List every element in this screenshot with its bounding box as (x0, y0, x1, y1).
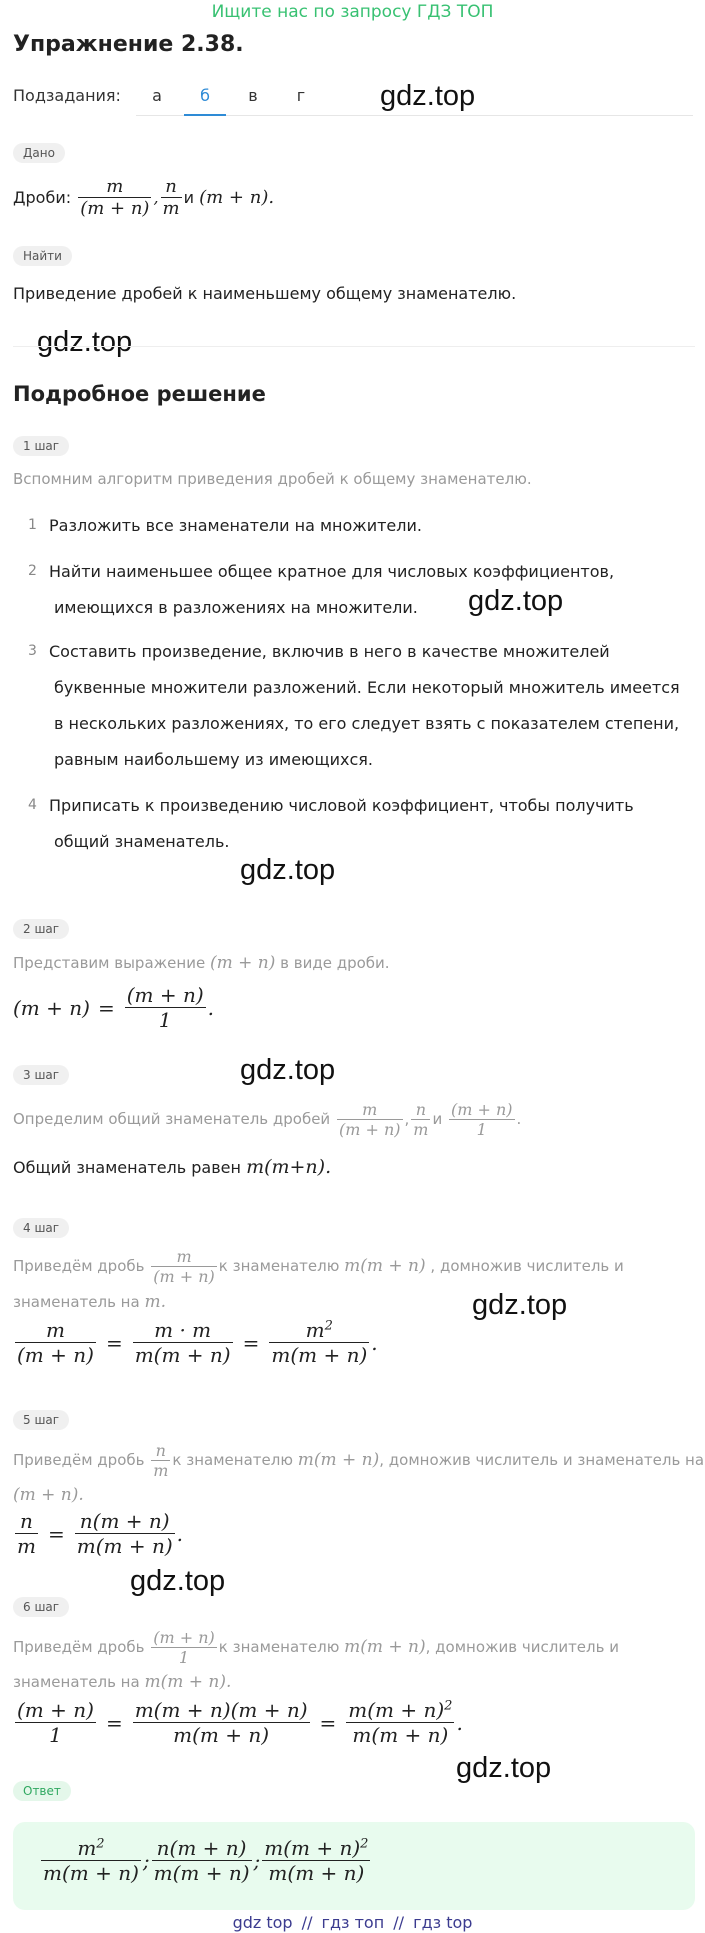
algo-line: общий знаменатель. (54, 832, 230, 851)
given-text: Дроби: m (m + n) , n m и (m + n). (13, 175, 275, 219)
watermark: gdz.top (240, 1054, 336, 1086)
step5-intro: Приведём дробь n m к знаменателю m(m + n) , домножив числитель и знаменатель на (13, 1440, 705, 1480)
footer-separator: // (393, 1913, 405, 1932)
watermark: gdz.top (380, 80, 476, 112)
step3-badge: 3 шаг (13, 1065, 69, 1085)
tab-a[interactable]: а (152, 86, 162, 105)
algo-num-2: 2 (28, 563, 37, 579)
step4-intro: Приведём дробь m (m + n) к знаменателю m(m + n) , домножив числитель и (13, 1246, 624, 1286)
divider (13, 346, 695, 347)
watermark: gdz.top (130, 1565, 226, 1597)
watermark: gdz.top (472, 1289, 568, 1321)
step6-intro: Приведём дробь (m + n) 1 к знаменателю m(m + n) , домножив числитель и (13, 1627, 619, 1667)
given-prefix: Дроби: (13, 187, 72, 207)
step4-badge: 4 шаг (13, 1218, 69, 1238)
search-banner[interactable]: Ищите нас по запросу ГДЗ ТОП (211, 2, 494, 22)
step5-intro-2: (m + n). (13, 1485, 84, 1505)
find-badge: Найти (13, 246, 72, 266)
algo-line: Приписать к произведению числовой коэффициент, чтобы получить (49, 796, 634, 815)
given-and: и (183, 187, 195, 207)
step6-badge: 6 шаг (13, 1597, 69, 1617)
answer-badge: Ответ (13, 1781, 71, 1801)
subtasks-bar (13, 84, 693, 116)
algo-line: Найти наименьшее общее кратное для числовых коэффициентов, (49, 562, 615, 581)
footer-link[interactable]: gdz top (232, 1913, 293, 1932)
step1-intro: Вспомним алгоритм приведения дробей к общему знаменателю. (13, 470, 532, 488)
page-title: Упражнение 2.38. (13, 32, 244, 57)
step5-formula: $\frac{n}{m}$ = $\frac{n(m + n)}{m(m + n)}$ . (17, 1509, 183, 1558)
algo-line: Составить произведение, включив в него в качестве множителей (49, 642, 610, 661)
footer-separator: // (301, 1913, 313, 1932)
step1-badge: 1 шаг (13, 436, 69, 456)
step2-intro: Представим выражение (m + n) в виде дроби. (13, 953, 390, 973)
step4-formula: $\frac{m}{(m + n)}$ = $\frac{m \cdot m}{m(m + n)}$ = $\frac{m^2}{m(m + n)}$ . (17, 1318, 378, 1367)
step2-formula: (m + n) = $\frac{(m + n)}{1}$ . (13, 983, 214, 1032)
find-text: Приведение дробей к наименьшему общему знаменателю. (13, 284, 517, 303)
algo-num-4: 4 (28, 797, 37, 813)
algo-line: в нескольких разложениях, то его следует взять с показателем степени, (54, 714, 680, 733)
step6-formula: $\frac{(m + n)}{1}$ = $\frac{m(m + n)(m + n)}{m(m + n)}$ = $\frac{m(m + n)^2}{m(m + n)}$ . (17, 1698, 463, 1747)
algo-line: равным наибольшему из имеющихся. (54, 750, 373, 769)
step5-badge: 5 шаг (13, 1410, 69, 1430)
solution-title: Подробное решение (13, 382, 266, 406)
footer-link[interactable]: гдз топ (321, 1913, 385, 1932)
step3-result: Общий знаменатель равен m(m+n). (13, 1156, 332, 1178)
watermark: gdz.top (468, 585, 564, 617)
step4-intro-2: знаменатель на m. (13, 1292, 166, 1312)
step2-badge: 2 шаг (13, 919, 69, 939)
given-badge: Дано (13, 143, 65, 163)
algo-num-1: 1 (28, 517, 37, 533)
footer-links (0, 1913, 705, 1932)
step3-intro: Определим общий знаменатель дробей m (m + n) , n m и (m + n) 1 . (13, 1099, 522, 1139)
algo-line: имеющихся в разложениях на множители. (54, 598, 418, 617)
watermark: gdz.top (456, 1752, 552, 1784)
algo-line: буквенные множители разложений. Если некоторый множитель имеется (54, 678, 680, 697)
watermark: gdz.top (37, 326, 133, 358)
subtasks-label: Подзадания: (13, 86, 121, 105)
given-fraction-2: n m (162, 175, 180, 219)
tab-b[interactable]: б (184, 86, 226, 116)
algo-num-3: 3 (28, 643, 37, 659)
step6-intro-2: знаменатель на m(m + n). (13, 1672, 232, 1692)
tab-g[interactable]: г (296, 86, 306, 105)
answer-formula: $m^2$ m(m + n) ; n(m + n) m(m + n) ; $m(m + n)^2$ m(m + n) (43, 1836, 369, 1885)
answer-box (13, 1822, 695, 1910)
tab-v[interactable]: в (248, 86, 258, 105)
watermark: gdz.top (240, 854, 336, 886)
footer-link[interactable]: гдз top (413, 1913, 473, 1932)
algo-line: Разложить все знаменатели на множители. (49, 516, 422, 535)
given-fraction-1: m (m + n) (80, 175, 150, 219)
